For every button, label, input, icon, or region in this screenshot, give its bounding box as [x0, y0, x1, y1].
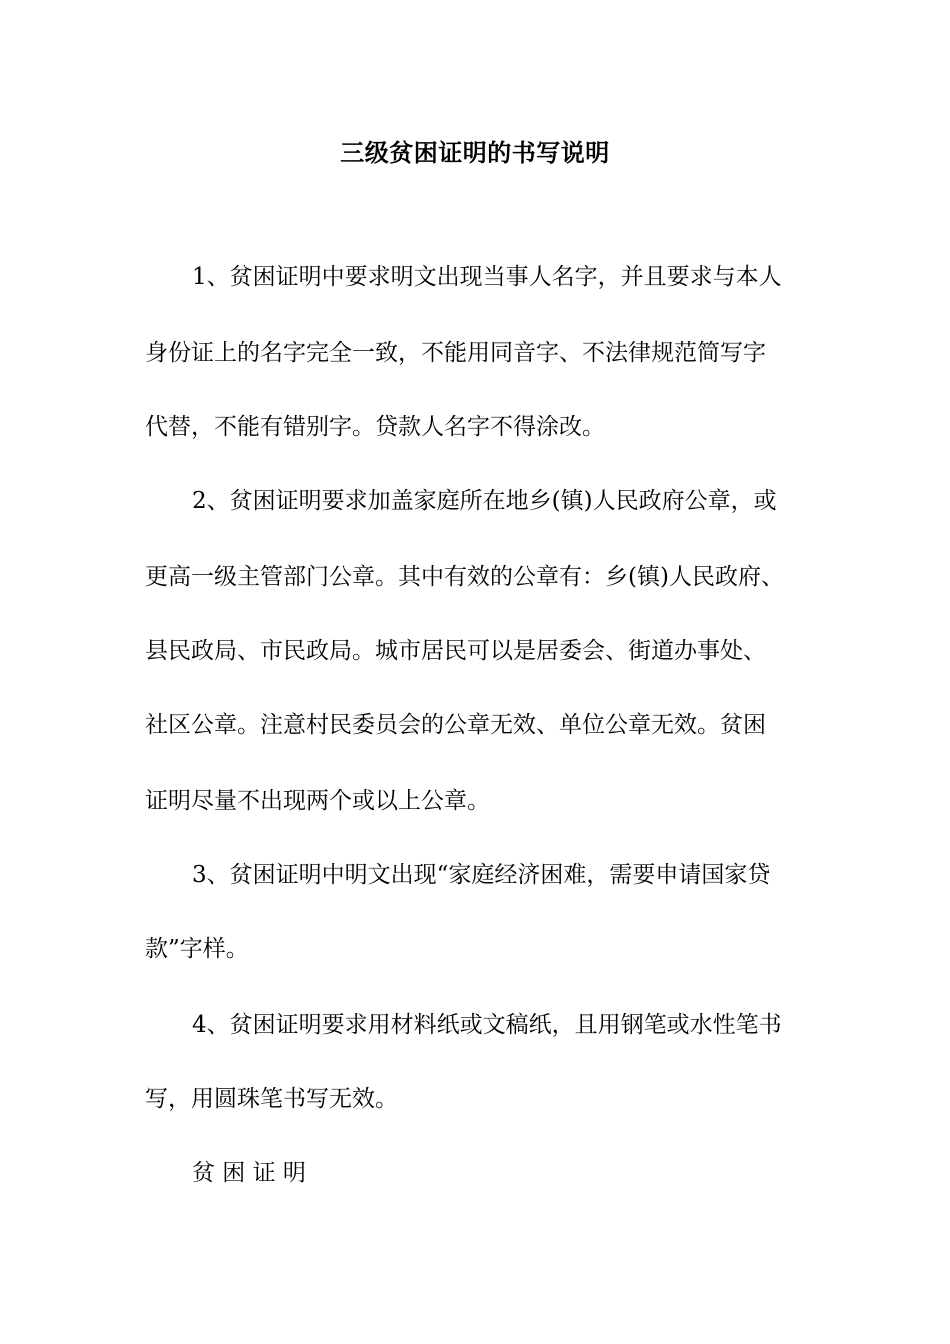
paragraph-2-line-3: 县民政局、市民政局。城市居民可以是居委会、街道办事处、 — [145, 638, 766, 664]
document-title: 三级贫困证明的书写说明 — [340, 139, 610, 167]
paragraph-4-line-1: 4、贫困证明要求用材料纸或文稿纸，且用钢笔或水性笔书 — [192, 1012, 782, 1038]
paragraph-1-line-2: 身份证上的名字完全一致，不能用同音字、不法律规范简写字 — [145, 340, 766, 366]
paragraph-4-line-2: 写，用圆珠笔书写无效。 — [145, 1086, 398, 1112]
paragraph-3-line-2: 款”字样。 — [145, 936, 249, 962]
paragraph-2-line-4: 社区公章。注意村民委员会的公章无效、单位公章无效。贫困 — [145, 712, 766, 738]
paragraph-3-line-1: 3、贫困证明中明文出现“家庭经济困难，需要申请国家贷 — [192, 862, 771, 888]
paragraph-2-line-1: 2、贫困证明要求加盖家庭所在地乡(镇)人民政府公章，或 — [192, 488, 777, 514]
paragraph-2-line-5: 证明尽量不出现两个或以上公章。 — [145, 788, 490, 814]
paragraph-1-line-3: 代替，不能有错别字。贷款人名字不得涂改。 — [145, 414, 605, 440]
paragraph-1-line-1: 1、贫困证明中要求明文出现当事人名字，并且要求与本人 — [192, 264, 782, 290]
paragraph-2-line-2: 更高一级主管部门公章。其中有效的公章有：乡(镇)人民政府、 — [145, 564, 784, 590]
closing-heading: 贫 困 证 明 — [192, 1160, 306, 1186]
